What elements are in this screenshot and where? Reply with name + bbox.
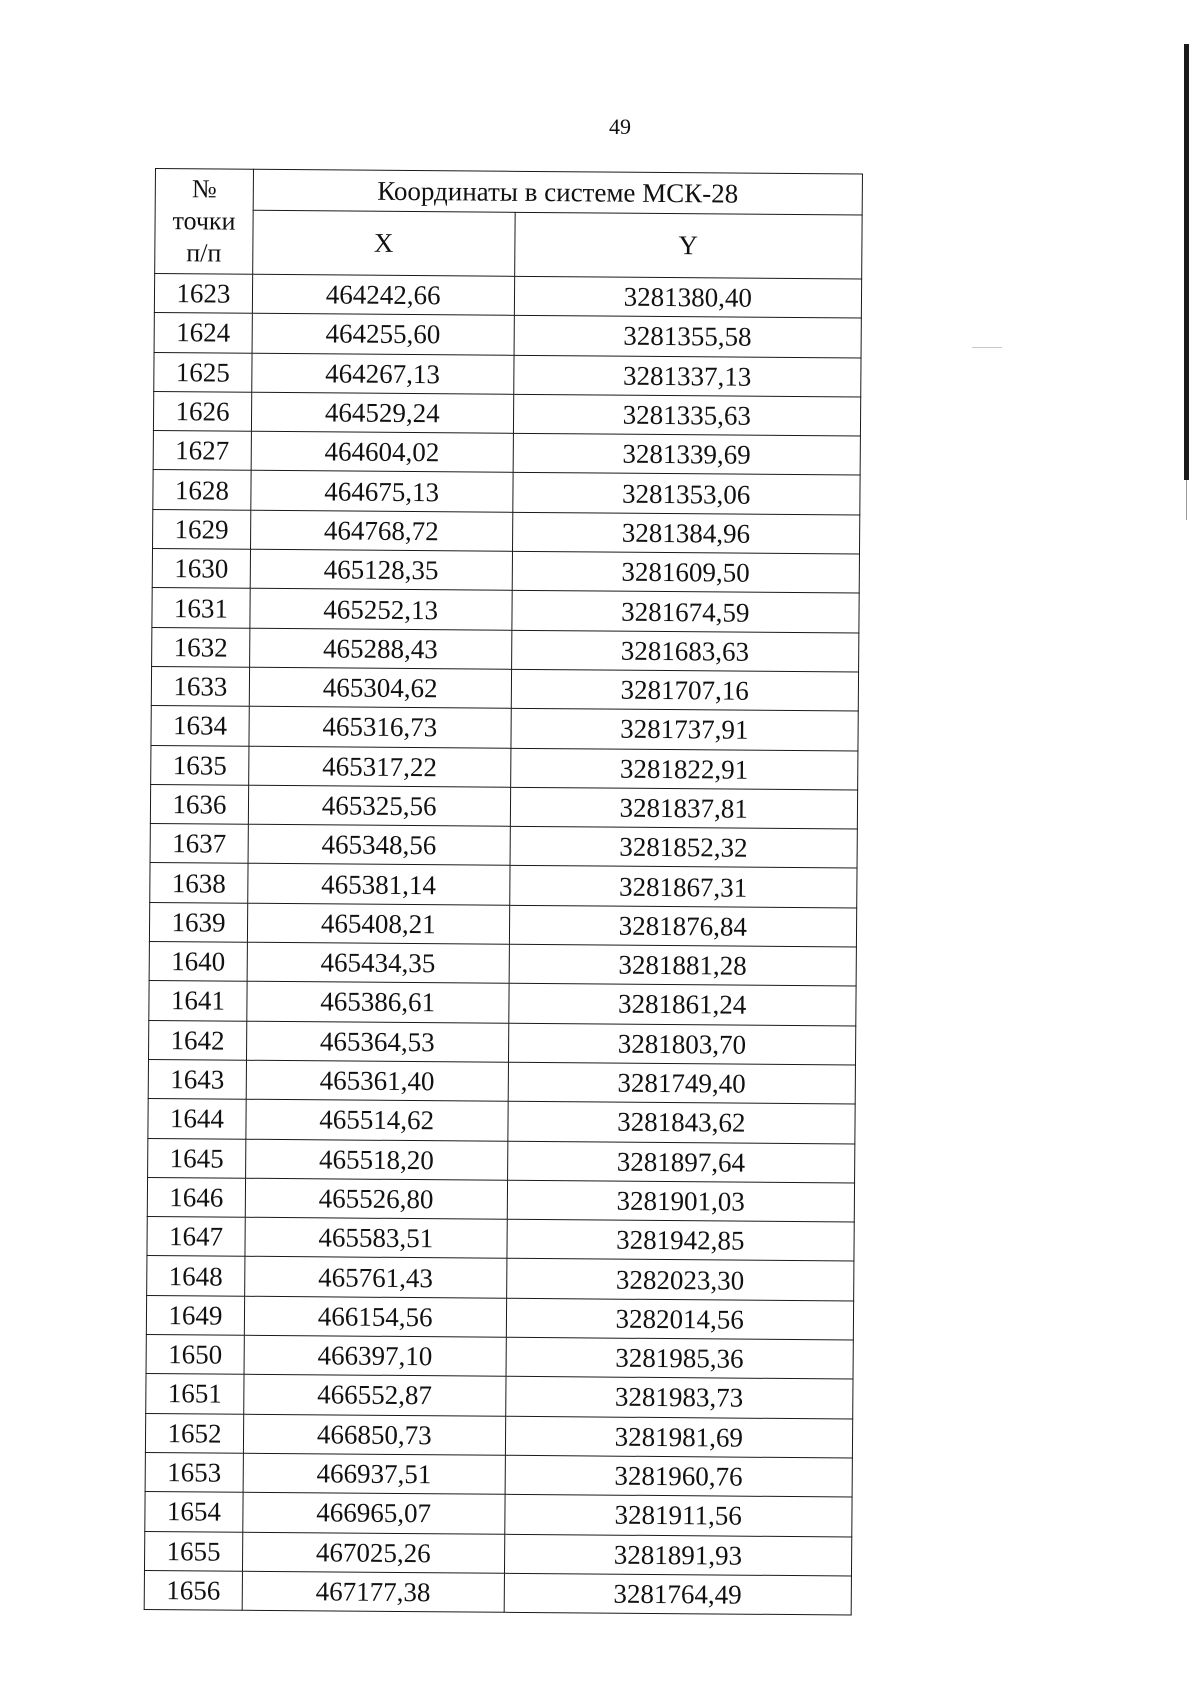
point-number-cell: 1629	[153, 509, 251, 549]
y-coordinate-cell: 3281876,84	[509, 905, 857, 947]
point-number-cell: 1634	[151, 706, 249, 746]
point-number-cell: 1654	[145, 1492, 243, 1532]
y-coordinate-cell: 3281861,24	[508, 984, 856, 1026]
table-row	[152, 588, 859, 633]
table-row	[153, 431, 860, 476]
x-coordinate-cell: 465128,35	[250, 549, 512, 590]
table-row	[150, 824, 857, 869]
x-coordinate-cell: 466552,87	[244, 1375, 506, 1416]
point-number-cell: 1646	[147, 1177, 245, 1217]
table-row	[144, 1531, 851, 1576]
point-number-cell: 1655	[144, 1531, 242, 1571]
point-number-cell: 1639	[149, 902, 247, 942]
x-coordinate-cell: 465386,61	[247, 982, 509, 1023]
x-coordinate-cell: 465304,62	[249, 667, 511, 708]
point-number-cell: 1630	[152, 549, 250, 589]
x-coordinate-cell: 465514,62	[246, 1099, 508, 1140]
x-coordinate-cell: 465434,35	[247, 942, 509, 983]
x-coordinate-cell: 465317,22	[249, 746, 511, 787]
point-number-cell: 1651	[146, 1374, 244, 1414]
x-coordinate-cell: 464529,24	[251, 392, 513, 433]
point-number-cell: 1640	[149, 942, 247, 982]
point-number-cell: 1636	[150, 784, 248, 824]
table-row	[148, 1020, 855, 1065]
x-coordinate-cell: 465288,43	[249, 628, 511, 669]
x-coordinate-cell: 465316,73	[249, 707, 511, 748]
table-row	[153, 470, 860, 515]
y-coordinate-cell: 3281891,93	[504, 1534, 852, 1576]
y-coordinate-cell: 3281380,40	[514, 276, 862, 318]
point-number-cell: 1644	[148, 1099, 246, 1139]
y-coordinate-cell: 3281355,58	[514, 316, 862, 358]
y-coordinate-cell: 3281985,36	[506, 1337, 854, 1379]
table-row	[150, 863, 857, 908]
x-coordinate-cell: 466397,10	[244, 1335, 506, 1376]
x-coordinate-cell: 465348,56	[248, 824, 510, 865]
x-coordinate-cell: 466850,73	[243, 1414, 505, 1455]
table-row	[145, 1413, 852, 1458]
x-coordinate-cell: 466937,51	[243, 1453, 505, 1494]
x-coordinate-cell: 465325,56	[248, 785, 510, 826]
point-number-header	[155, 169, 254, 275]
point-number-cell: 1625	[154, 352, 252, 392]
x-coordinate-cell: 465381,14	[248, 864, 510, 905]
point-number-cell: 1637	[150, 824, 248, 864]
x-coordinate-cell: 464267,13	[252, 353, 514, 394]
page-number: 49	[609, 114, 631, 139]
table-row	[144, 1570, 851, 1615]
y-coordinate-cell: 3281337,13	[513, 355, 861, 397]
point-number-cell: 1650	[146, 1334, 244, 1374]
y-coordinate-cell: 3281353,06	[512, 473, 860, 515]
y-coordinate-cell: 3281901,03	[507, 1180, 855, 1222]
table-row	[151, 666, 858, 711]
x-coordinate-cell: 465361,40	[246, 1060, 508, 1101]
y-coordinate-cell: 3281960,76	[505, 1455, 853, 1497]
point-number-cell: 1645	[148, 1138, 246, 1178]
x-coordinate-cell: 464768,72	[250, 510, 512, 551]
point-number-cell: 1632	[152, 627, 250, 667]
table-row	[147, 1256, 854, 1301]
y-coordinate-cell: 3281674,59	[511, 591, 859, 633]
y-coordinate-cell: 3281852,32	[510, 826, 858, 868]
point-number-cell: 1656	[144, 1570, 242, 1610]
table-row	[147, 1177, 854, 1222]
x-coordinate-cell: 466965,07	[243, 1492, 505, 1533]
table-row	[151, 706, 858, 751]
table-row	[153, 509, 860, 554]
table-header	[155, 169, 863, 280]
table-row	[151, 745, 858, 790]
table-row	[153, 391, 860, 436]
point-number-cell: 1631	[152, 588, 250, 628]
x-coordinate-cell: 467177,38	[242, 1571, 504, 1612]
point-number-header-line2: точки	[172, 206, 236, 236]
y-coordinate-cell: 3281942,85	[506, 1219, 854, 1261]
y-coordinate-cell: 3282023,30	[506, 1259, 854, 1301]
x-coordinate-cell: 466154,56	[244, 1296, 506, 1337]
y-coordinate-cell: 3281749,40	[508, 1062, 856, 1104]
point-number-cell: 1626	[153, 391, 251, 431]
point-number-cell: 1653	[145, 1452, 243, 1492]
point-number-cell: 1624	[154, 313, 252, 353]
y-coordinate-cell: 3281881,28	[509, 944, 857, 986]
scan-edge-line	[1184, 44, 1189, 480]
y-coordinate-cell: 3281339,69	[513, 434, 861, 476]
y-coordinate-cell: 3281707,16	[511, 669, 859, 711]
point-number-cell: 1643	[148, 1059, 246, 1099]
y-coordinate-cell: 3281981,69	[505, 1416, 853, 1458]
scan-edge-faint-line	[1186, 480, 1187, 520]
x-coordinate-cell: 464675,13	[251, 471, 513, 512]
point-number-cell: 1649	[146, 1295, 244, 1335]
table-row	[146, 1334, 853, 1379]
point-number-header-line1: №	[191, 174, 217, 204]
table-row	[154, 274, 861, 319]
y-coordinate-cell: 3281911,56	[504, 1494, 852, 1536]
x-coordinate-cell: 465761,43	[245, 1257, 507, 1298]
y-coordinate-cell: 3281609,50	[512, 551, 860, 593]
x-coordinate-cell: 464242,66	[252, 274, 514, 315]
table-row	[146, 1374, 853, 1419]
y-coordinate-cell: 3281335,63	[513, 394, 861, 436]
table-row	[149, 981, 856, 1026]
x-coordinate-cell: 465526,80	[245, 1178, 507, 1219]
x-coordinate-cell: 465252,13	[250, 589, 512, 630]
coordinates-table	[144, 168, 863, 1616]
table-row	[148, 1138, 855, 1183]
table-row	[154, 352, 861, 397]
y-coordinate-cell: 3281837,81	[510, 787, 858, 829]
table-row	[145, 1492, 852, 1537]
table-row	[145, 1452, 852, 1497]
x-column-header: X	[253, 211, 515, 277]
table-body	[144, 274, 861, 1616]
table-row	[149, 942, 856, 987]
point-number-header-line3: п/п	[186, 238, 222, 268]
point-number-cell: 1623	[154, 274, 252, 314]
y-coordinate-cell: 3281737,91	[510, 709, 858, 751]
x-coordinate-cell: 464255,60	[252, 314, 514, 355]
table-row	[152, 627, 859, 672]
y-coordinate-cell: 3281384,96	[512, 512, 860, 554]
y-coordinate-cell: 3281983,73	[505, 1377, 853, 1419]
x-coordinate-cell: 464604,02	[251, 431, 513, 472]
x-coordinate-cell: 465518,20	[245, 1139, 507, 1180]
point-number-cell: 1628	[153, 470, 251, 510]
y-coordinate-cell: 3281867,31	[509, 866, 857, 908]
point-number-cell: 1627	[153, 431, 251, 471]
x-coordinate-cell: 465364,53	[246, 1021, 508, 1062]
point-number-cell: 1652	[145, 1413, 243, 1453]
y-coordinate-cell: 3281803,70	[508, 1023, 856, 1065]
point-number-cell: 1648	[147, 1256, 245, 1296]
coordinate-system-header: Координаты в системе МСК-28	[253, 169, 862, 215]
table-row	[154, 313, 861, 358]
y-column-header: Y	[514, 213, 862, 279]
x-coordinate-cell: 465583,51	[245, 1217, 507, 1258]
point-number-cell: 1642	[148, 1020, 246, 1060]
point-number-cell: 1638	[150, 863, 248, 903]
table-row	[148, 1099, 855, 1144]
point-number-cell: 1641	[149, 981, 247, 1021]
x-coordinate-cell: 465408,21	[247, 903, 509, 944]
table-row	[147, 1217, 854, 1262]
y-coordinate-cell: 3281683,63	[511, 630, 859, 672]
table-row	[146, 1295, 853, 1340]
table-row	[152, 549, 859, 594]
scan-artifact-dash	[972, 347, 1002, 348]
y-coordinate-cell: 3281843,62	[507, 1102, 855, 1144]
point-number-cell: 1647	[147, 1217, 245, 1257]
point-number-cell: 1635	[151, 745, 249, 785]
y-coordinate-cell: 3281822,91	[510, 748, 858, 790]
y-coordinate-cell: 3281764,49	[504, 1573, 852, 1615]
table-row	[148, 1059, 855, 1104]
y-coordinate-cell: 3282014,56	[506, 1298, 854, 1340]
point-number-cell: 1633	[151, 666, 249, 706]
x-coordinate-cell: 467025,26	[242, 1532, 504, 1573]
table-row	[149, 902, 856, 947]
table-row	[150, 784, 857, 829]
y-coordinate-cell: 3281897,64	[507, 1141, 855, 1183]
